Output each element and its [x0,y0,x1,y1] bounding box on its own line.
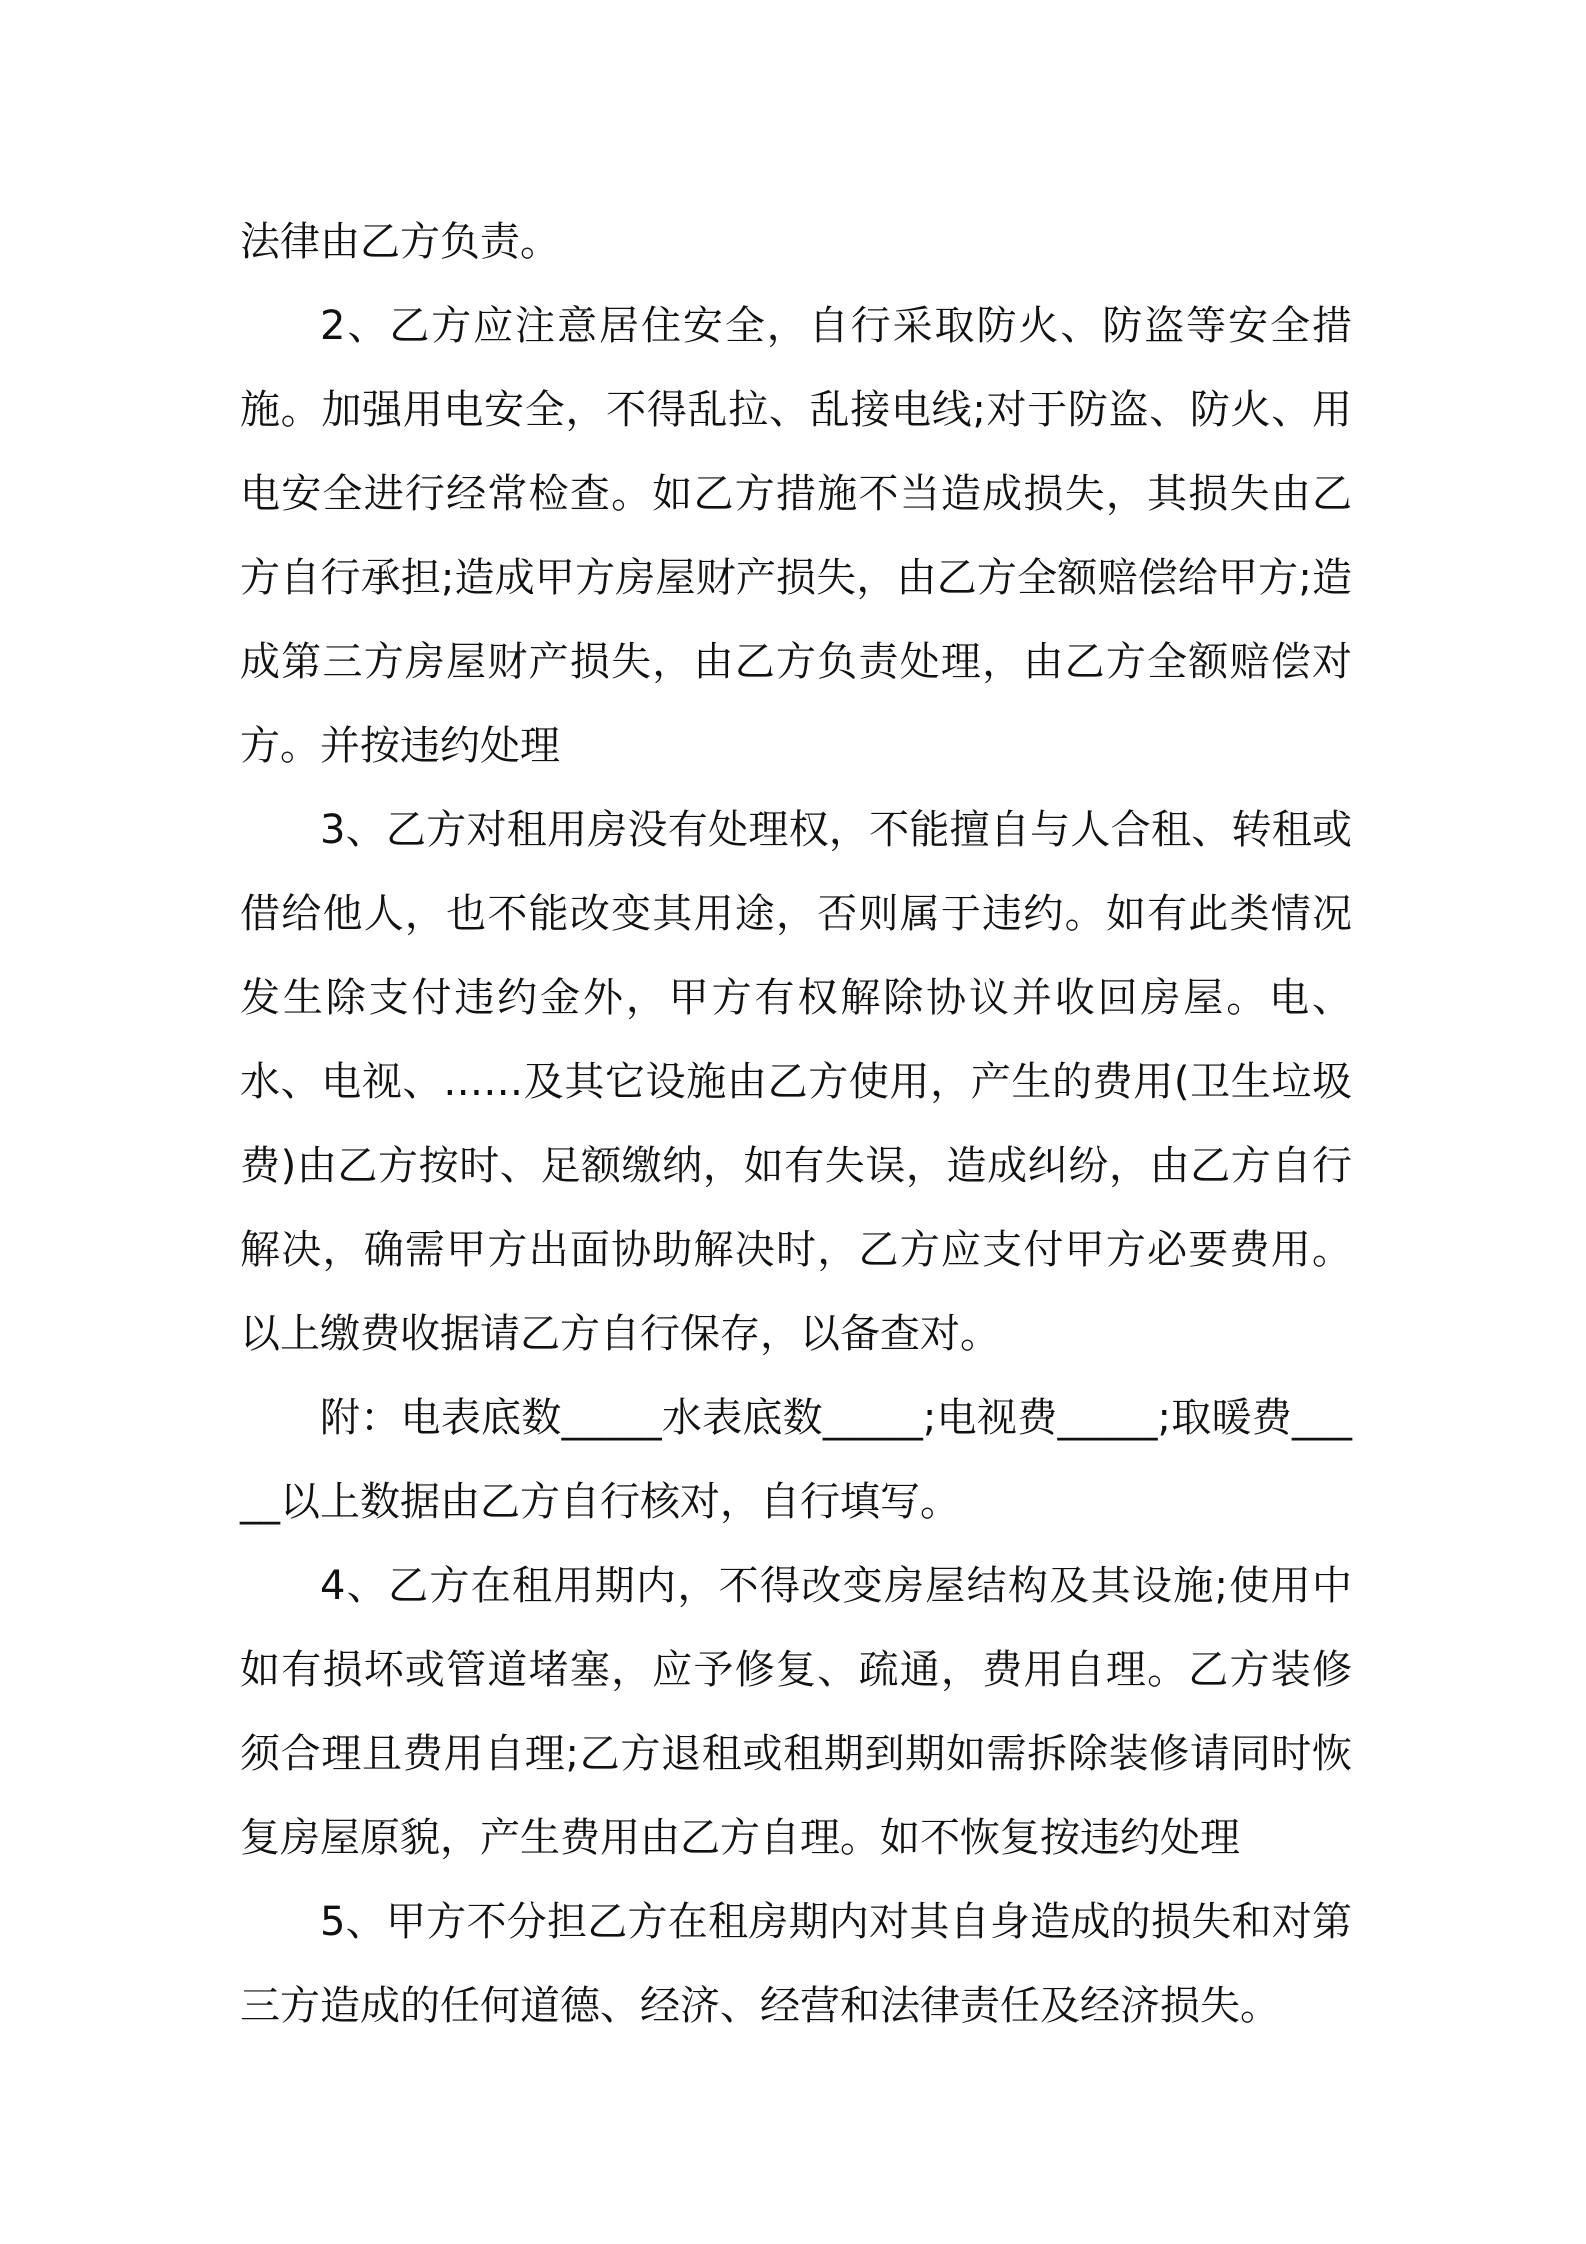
paragraph-appendix-meter-readings: 附：电表底数_____水表底数_____;电视费_____;取暖费_____以上数据由乙方自行核对，自行填写。 [240,1395,1352,1525]
document-page [240,200,1352,2040]
paragraph-clause-2: 2、乙方应注意居住安全，自行采取防火、防盗等安全措施。加强用电安全，不得乱拉、乱接电线;对于防盗、防火、用电安全进行经常检查。如乙方措施不当造成损失，其损失由乙方自行承担;造成甲方房屋财产损失，由乙方全额赔偿给甲方;造成第三方房屋财产损失，由乙方负责处理，由乙方全额赔偿对方。并按违约处理 [240,303,1352,769]
paragraph-clause-3: 3、乙方对租用房没有处理权，不能擅自与人合租、转租或借给他人，也不能改变其用途，否则属于违约。如有此类情况发生除支付违约金外，甲方有权解除协议并收回房屋。电、水、电视、……及其它设施由乙方使用，产生的费用(卫生垃圾费)由乙方按时、足额缴纳，如有失误，造成纠纷，由乙方自行解决，确需甲方出面协助解决时，乙方应支付甲方必要费用。以上缴费收据请乙方自行保存，以备查对。 [240,807,1352,1357]
paragraph-clause-5: 5、甲方不分担乙方在租房期内对其自身造成的损失和对第三方造成的任何道德、经济、经营和法律责任及经济损失。 [240,1899,1352,2029]
paragraph-continuation: 法律由乙方负责。 [240,219,560,265]
paragraph-clause-4: 4、乙方在租用期内，不得改变房屋结构及其设施;使用中如有损坏或管道堵塞，应予修复、疏通，费用自理。乙方装修须合理且费用自理;乙方退租或租期到期如需拆除装修请同时恢复房屋原貌，产生费用由乙方自理。如不恢复按违约处理 [240,1563,1352,1861]
